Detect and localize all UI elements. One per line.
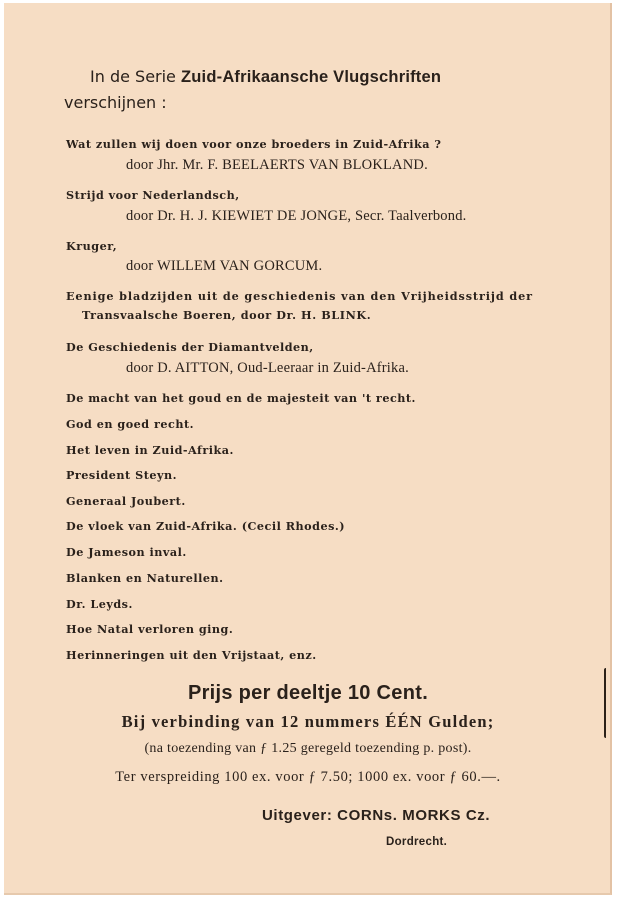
title-item: Wat zullen wij doen voor onze broeders in Zuid-Afrika ? — [66, 137, 442, 151]
subscription-line: Bij verbinding van 12 nummers ÉÉN Gulden; — [121, 712, 495, 731]
series-name: Zuid-Afrikaansche Vlugschriften — [181, 68, 442, 86]
title-item: Dr. Leyds. — [66, 597, 133, 611]
intro-prefix: In de Serie — [90, 67, 176, 86]
title-item: Generaal Joubert. — [66, 494, 186, 508]
postage-line: (na toezending van ƒ 1.25 geregeld toezending p. post). — [144, 741, 472, 756]
publisher-city: Dordrecht. — [386, 836, 448, 848]
intro-line — [90, 69, 441, 86]
title-item: De Geschiedenis der Diamantvelden, — [66, 340, 314, 354]
author-line: door Jhr. Mr. F. BEELAERTS VAN BLOKLAND. — [126, 157, 428, 173]
title-item: Eenige bladzijden uit de geschiedenis van den Vrijheidsstrijd der — [66, 289, 533, 303]
title-item: De macht van het goud en de majesteit van 't recht. — [66, 391, 416, 405]
title-item: De vloek van Zuid-Afrika. (Cecil Rhodes.) — [66, 519, 346, 533]
pamphlet-back-cover — [4, 3, 612, 895]
price-heading: Prijs per deeltje 10 Cent. — [187, 682, 429, 704]
title-item: De Jameson inval. — [66, 545, 187, 559]
title-item: Strijd voor Nederlandsch, — [66, 188, 240, 202]
title-item-continued: Transvaalsche Boeren, door Dr. H. BLINK. — [82, 308, 372, 322]
staple-binding — [604, 668, 614, 738]
publisher-line: Uitgever: CORNs. MORKS Cz. — [262, 807, 491, 824]
title-item: Hoe Natal verloren ging. — [66, 622, 234, 636]
title-item: Het leven in Zuid-Afrika. — [66, 443, 234, 457]
title-item: God en goed recht. — [66, 417, 195, 431]
title-item: Kruger, — [66, 239, 118, 253]
title-item: President Steyn. — [66, 468, 178, 482]
bulk-price-line: Ter verspreiding 100 ex. voor ƒ 7.50; 1000 ex. voor ƒ 60.—. — [115, 769, 501, 785]
author-line: door WILLEM VAN GORCUM. — [126, 258, 323, 274]
author-line: door D. AITTON, Oud-Leeraar in Zuid-Afrika. — [126, 360, 409, 376]
intro-line-2: verschijnen : — [64, 93, 167, 112]
title-item: Blanken en Naturellen. — [66, 571, 224, 585]
author-line: door Dr. H. J. KIEWIET DE JONGE, Secr. Taalverbond. — [126, 208, 467, 224]
title-item: Herinneringen uit den Vrijstaat, enz. — [66, 648, 317, 662]
